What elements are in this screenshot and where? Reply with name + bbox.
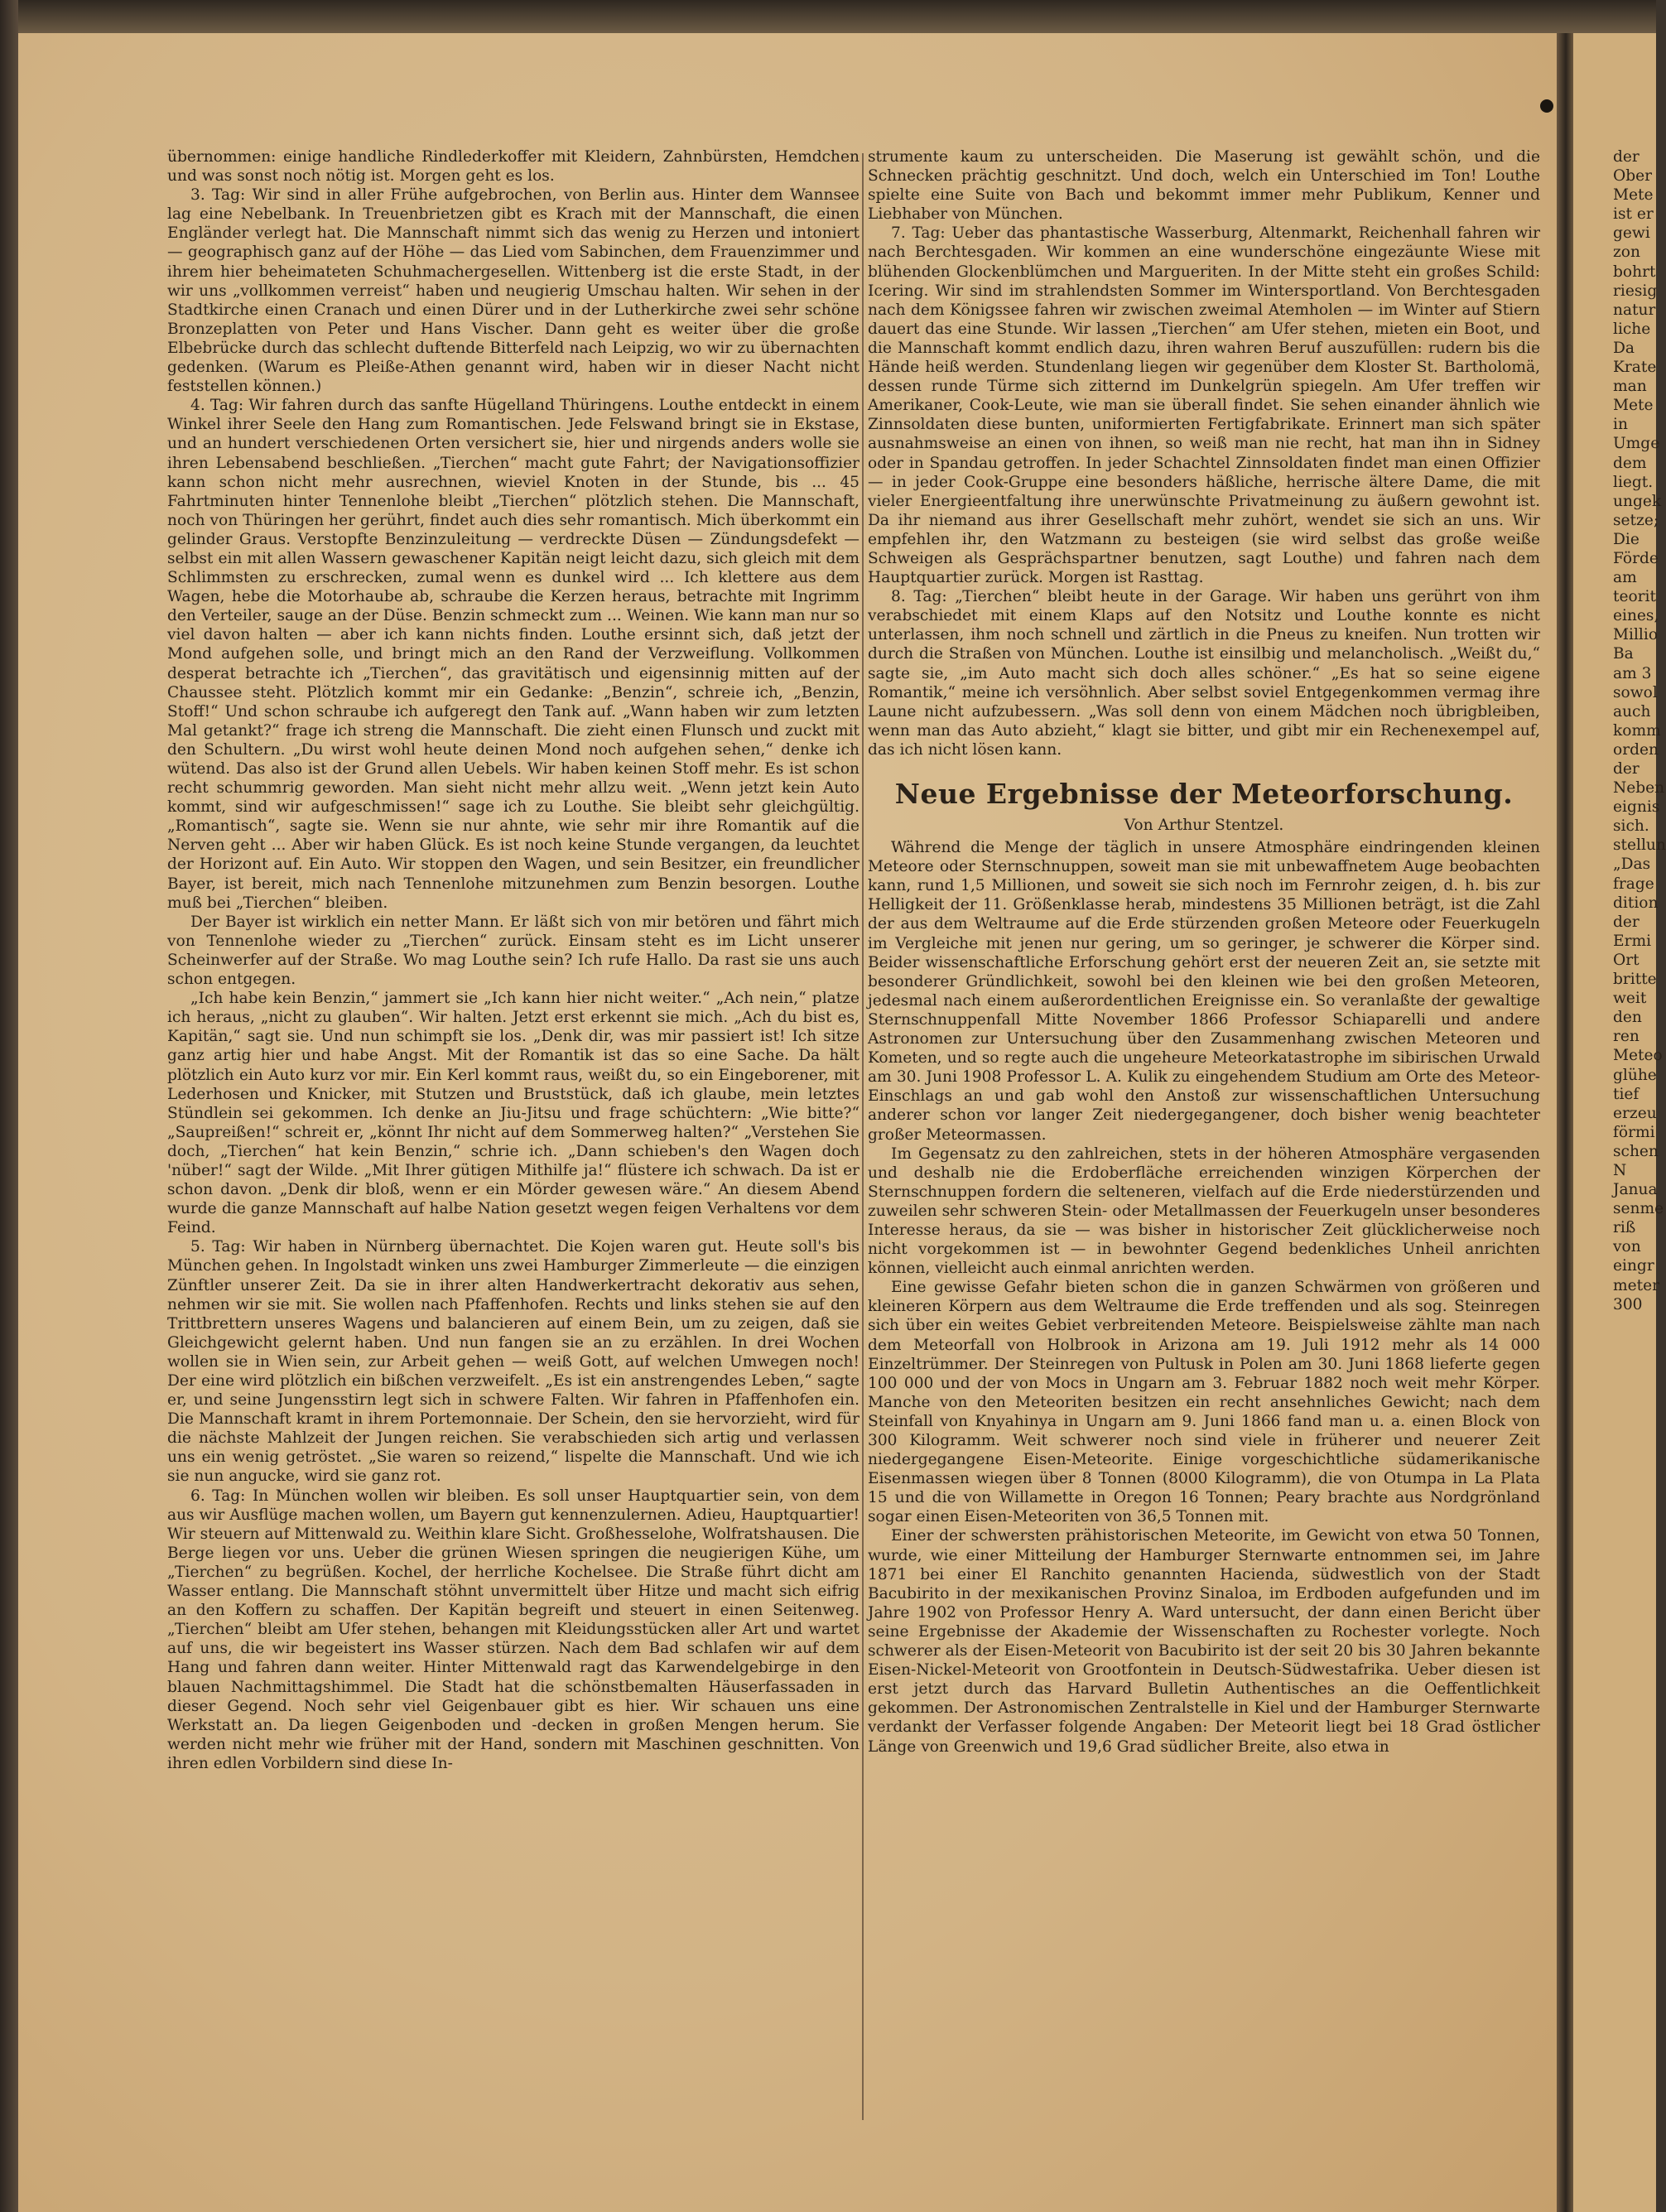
next-page-fragment: auch	[1613, 702, 1651, 720]
next-page-fragment: Da	[1613, 339, 1635, 357]
next-page-fragment: ist er	[1613, 205, 1654, 224]
paragraph: Im Gegensatz zu den zahlreichen, stets in der höheren Atmosphäre vergasenden und deshalb nie die Erdoberfläche erreichenden winzigen Körperchen der Sternschnuppen fordern die selteneren, vielfach auf die Erde niederstürzenden und zuweilen sehr schweren Stein- oder Metallmassen der Feuerkugeln unser besonderes Interesse heraus, da sie — was bisher in historischer Zeit glücklicherweise noch nicht vorgekommen ist — in bewohnter Gegend bedenkliches Unheil anrichten können, vielleicht auch einmal anrichten werden.	[868, 1145, 1540, 1278]
next-page-fragment: britte	[1613, 971, 1657, 989]
next-page-fragment: sowol	[1613, 683, 1658, 701]
next-page-fragment: dition	[1613, 894, 1659, 912]
article-headline: Neue Ergebnisse der Meteorforschung.	[894, 778, 1514, 810]
next-page-fragment: eignis	[1613, 798, 1660, 817]
next-page-fragment: Krate	[1613, 359, 1657, 377]
page-gutter	[1557, 33, 1575, 2212]
next-page-fragment: orden	[1613, 740, 1659, 759]
next-page-fragment: liegt.	[1613, 473, 1654, 491]
next-page-fragment: Meteo	[1613, 1047, 1663, 1065]
gutter-dot	[1540, 99, 1553, 113]
next-page-fragment: Förde	[1613, 549, 1659, 567]
next-page-fragment: meter	[1613, 1276, 1659, 1294]
next-page-fragment: man	[1613, 378, 1647, 396]
next-page-fragment: Ba	[1613, 645, 1634, 663]
next-page-fragment: zon	[1613, 243, 1640, 262]
paragraph: 3. Tag: Wir sind in aller Frühe aufgebrochen, von Berlin aus. Hinter dem Wannsee lag eine Nebelbank. In Treuenbrietzen gibt es Krach mit der Mannschaft, die einen Engländer verlegt hat. Die Mannschaft nimmt sich das wenig zu Herzen und intoniert — geographisch ganz auf der Höhe — das Lied vom Sabinchen, dem Frauenzimmer und ihrem hier beheimateten Schuhmachergesellen. Wittenberg ist die erste Stadt, in der wir uns „vollkommen verreist“ haben und neugierig Umschau halten. Wir sehen in der Stadtkirche einen Cranach und einen Dürer und in der Lutherkirche zwei sehr schöne Bronzeplatten von Peter und Hans Vischer. Dann geht es weiter über die große Elbebrücke durch das schlecht duftende Bitterfeld nach Leipzig, wo wir zu übernachten gedenken. (Warum es Pleiße-Athen genannt wird, haben wir in dieser Nacht nicht feststellen können.)	[167, 186, 859, 396]
next-page-fragment: frage	[1613, 875, 1654, 893]
paragraph: übernommen: einige handliche Rindlederkoffer mit Kleidern, Zahnbürsten, Hemdchen und was sonst noch nötig ist. Morgen geht es los.	[167, 148, 859, 186]
next-page-fragment: der	[1613, 913, 1640, 931]
next-page-fragment: Janua	[1613, 1181, 1658, 1199]
paragraph: Eine gewisse Gefahr bieten schon die in ganzen Schwärmen von größeren und kleineren Körpern aus dem Weltraume die Erde treffenden und als sog. Steinregen sich über ein weites Gebiet verbreitenden Meteore. Beispielsweise zählte man nach dem Meteorfall von Holbrook in Arizona am 19. Juli 1912 mehr als 14 000 Einzeltrümmer. Der Steinregen von Pultusk in Polen am 30. Juni 1868 lieferte gegen 100 000 und der von Mocs in Ungarn am 3. Februar 1882 noch weit mehr Körper. Manche von den Meteoriten besitzen ein recht ansehnliches Gewicht; nach dem Steinfall von Knyahinya in Ungarn am 9. Juni 1866 fand man u. a. einen Block von 300 Kilogramm. Weit schwerer noch sind viele in früherer und neuerer Zeit niedergegangene Eisen-Meteorite. Einige vorgeschichtliche südamerikanische Eisenmassen wiegen über 8 Tonnen (8000 Kilogramm), die von Otumpa in La Plata 15 und die von Willamette in Oregon 16 Tonnen; Peary brachte aus Nordgrönland sogar einen Eisen-Meteoriten von 36,5 Tonnen mit.	[868, 1279, 1540, 1526]
next-page-fragment: teorit	[1613, 588, 1656, 606]
left-column	[167, 147, 859, 1773]
next-page-fragment: Die	[1613, 530, 1640, 548]
next-page-fragment: „Das	[1613, 855, 1651, 874]
paragraph: 8. Tag: „Tierchen“ bleibt heute in der Garage. Wir haben uns gerührt von ihm verabschiedet mit einem Klaps auf den Notsitz und Louthe konnte es nicht unterlassen, ihm noch schnell und zärtlich in die Pneus zu kneifen. Nun trotten wir durch die Straßen von München. Louthe ist einsilbig und melancholisch. „Weißt du,“ sagte sie, „im Auto macht sich doch alles schöner.“ „Es hat so seine eigene Romantik,“ meine ich versöhnlich. Aber selbst soviel Entgegenkommen vermag ihre Laune nicht aufzubessern. „Was soll denn von einem Mädchen noch übrigbleiben, wenn man das Auto abzieht,“ klagt sie bitter, und gibt mir ein Rechenexempel auf, das ich nicht lösen kann.	[868, 588, 1540, 759]
next-page-fragment: gewi	[1613, 224, 1650, 243]
next-page-fragment: riesig	[1613, 282, 1658, 300]
next-page-fragment: N	[1613, 1161, 1627, 1179]
next-page-fragment: Ober	[1613, 167, 1653, 186]
next-page-fragment: ren	[1613, 1028, 1640, 1046]
next-page-text-fragments	[1613, 147, 1666, 1314]
next-page-fragment: am	[1613, 569, 1637, 587]
paragraph: 4. Tag: Wir fahren durch das sanfte Hügelland Thüringens. Louthe entdeckt in einem Winkel ihrer Seele den Hang zum Romantischen. Jede Felswand bringt sie in Ekstase, und an hundert verschiedenen Orten versichert sie, hier und nirgends anders wolle sie ihren Lebensabend beschließen. „Tierchen“ macht gute Fahrt; der Navigationsoffizier kann schon nicht mehr ausrechnen, wieviel Knoten in der Stunde, bis ... 45 Fahrtminuten hinter Tennenlohe bleibt „Tierchen“ plötzlich stehen. Die Mannschaft, noch von Thüringen her gerührt, findet auch dies sehr romantisch. Mich überkommt ein gelinder Graus. Verstopfte Benzinzuleitung — verdreckte Düsen — Zündungsdefekt — selbst ein mit allen Wassern gewaschener Kapitän neigt leicht dazu, sich gleich mit dem Schlimmsten zu erschrecken, zumal wenn es dunkel wird ... Ich klettere aus dem Wagen, hebe die Motorhaube ab, schraube die Kerzen heraus, betrachte mit Ingrimm den Verteiler, sauge an der Düse. Benzin schmeckt zum ... Weinen. Wie kann man nur so viel davon halten — aber ich kann nichts finden. Louthe ersinnt sich, daß jetzt der Mond aufgehen solle, und bringt mich an den Rand der Verzweiflung. Vollkommen desperat betrachte ich „Tierchen“, das gravitätisch und eigensinnig mitten auf der Chaussee steht. Plötzlich kommt mir ein Gedanke: „Benzin“, schreie ich, „Benzin, Stoff!“ Und schon schraube ich aufgeregt den Tank auf. „Wann haben wir zum letzten Mal getankt?“ frage ich streng die Mannschaft. Die zieht einen Flunsch und zuckt mit den Schultern. „Du wirst wohl heute deinen Mond noch aufgehen sehen,“ denke ich wütend. Das also ist der Grund allen Uebels. Wir haben keinen Stoff mehr. Es ist schon recht schummrig geworden. Man sieht nicht mehr allzu weit. „Wenn jetzt kein Auto kommt, sind wir aufgeschmissen!“ sage ich zu Louthe. Sie bleibt sehr gleichgültig. „Romantisch“, sagte sie. Wenn sie nur ahnte, wie sehr mir ihre Romantik auf die Nerven geht ... Aber wir haben Glück. Es ist noch keine Stunde vergangen, da leuchtet der Horizont auf. Ein Auto. Wir stoppen den Wagen, und sein Besitzer, ein freundlicher Bayer, ist bereit, mich nach Tennenlohe mitzunehmen zum Benzin besorgen. Louthe muß bei „Tierchen“ bleiben.	[167, 397, 859, 912]
next-page-fragment: Mete	[1613, 186, 1654, 205]
next-page-fragment: Millio	[1613, 626, 1659, 644]
next-page-fragment: dem	[1613, 454, 1647, 472]
next-page-fragment: Neben	[1613, 779, 1665, 798]
paragraph: Der Bayer ist wirklich ein netter Mann. Er läßt sich von mir betören und fährt mich von Tennenlohe wieder zu „Tierchen“ zurück. Einsam steht es im Licht unserer Scheinwerfer auf der Straße. Wo mag Louthe sein? Ich rufe Hallo. Da rast sie uns auch schon entgegen.	[167, 913, 859, 989]
next-page-fragment: Ort	[1613, 951, 1640, 969]
book-spine	[0, 0, 18, 2212]
next-page-fragment: natur	[1613, 301, 1656, 319]
next-page-fragment: schen	[1613, 1142, 1659, 1160]
right-column	[868, 147, 1540, 1757]
next-page-fragment: weit	[1613, 990, 1647, 1008]
next-page-fragment: stellun	[1613, 836, 1666, 855]
next-page-fragment: der	[1613, 760, 1640, 778]
next-page-fragment: von	[1613, 1238, 1641, 1256]
next-page-fragment: eingr	[1613, 1257, 1654, 1275]
next-page-fragment: den	[1613, 1009, 1642, 1027]
next-page-fragment: liche	[1613, 320, 1651, 338]
next-page-fragment: förmi	[1613, 1123, 1655, 1141]
next-page-fragment: riß	[1613, 1219, 1636, 1237]
next-page-fragment: am 3	[1613, 664, 1652, 682]
next-page-fragment: bohrt	[1613, 263, 1656, 281]
paragraph: Einer der schwersten prähistorischen Meteorite, im Gewicht von etwa 50 Tonnen, wurde, wie einer Mitteilung der Hamburger Sternwarte entnommen sei, im Jahre 1871 bei einer El Ranchito genannten Hacienda, südwestlich von der Stadt Bacubirito in der mexikanischen Provinz Sinaloa, im Erdboden aufgefunden und im Jahre 1902 von Professor Henry A. Ward untersucht, der dann einen Bericht über seine Ergebnisse der Akademie der Wissenschaften zu Rochester vorlegte. Noch schwerer als der Eisen-Meteorit von Bacubirito ist der seit 20 bis 30 Jahren bekannte Eisen-Nickel-Meteorit von Grootfontein in Deutsch-Südwestafrika. Ueber diesen ist erst jetzt durch das Harvard Bulletin Authentisches an die Oeffentlichkeit gekommen. Der Astronomischen Zentralstelle in Kiel und der Hamburger Sternwarte verdankt der Verfasser folgende Angaben: Der Meteorit liegt bei 18 Grad östlicher Länge von Greenwich und 19,6 Grad südlicher Breite, also etwa in	[868, 1527, 1540, 1756]
next-page-fragment: Ermi	[1613, 932, 1652, 950]
next-page-fragment: tief	[1613, 1085, 1640, 1103]
paragraph: 5. Tag: Wir haben in Nürnberg übernachtet. Die Kojen waren gut. Heute soll's bis München gehen. In Ingolstadt winken uns zwei Hamburger Zimmerleute — die einzigen Zünftler unserer Zeit. Da sie in ihrer alten Handwerkertracht dekorativ aus sehen, nehmen wir sie mit. Sie wollen nach Pfaffenhofen. Rechts und links stehen sie auf den Trittbrettern unseres Wagens und balancieren auf einem Bein, um zu zeigen, daß sie Gleichgewicht gelernt haben. Und nun fangen sie an zu erzählen. In drei Wochen wollen sie in Wien sein, zur Arbeit gehen — weiß Gott, auf welchen Umwegen noch! Der eine wird plötzlich ein bißchen verzweifelt. „Es ist ein anstrengendes Leben,“ sagte er, und seine Jungensstirn legt sich in schwere Falten. Wir fahren in Pfaffenhofen ein. Die Mannschaft kramt in ihrem Portemonnaie. Der Schein, den sie hervorzieht, wird für die nächste Mahlzeit der Jungen reichen. Sie verabschieden sich artig und verlassen uns ein wenig getröstet. „Sie waren so reizend,“ lispelte die Mannschaft. Und wie ich sie nun angucke, wird sie ganz rot.	[167, 1238, 859, 1486]
column-rule	[862, 153, 864, 2120]
next-page-fragment: setze;	[1613, 511, 1659, 529]
next-page-fragment: glühe	[1613, 1066, 1657, 1084]
next-page-fragment: erzeu	[1613, 1104, 1657, 1122]
paragraph: 6. Tag: In München wollen wir bleiben. Es soll unser Hauptquartier sein, von dem aus wir Ausflüge machen wollen, um Bayern gut kennenzulernen. Adieu, Hauptquartier! Wir steuern auf Mittenwald zu. Weithin klare Sicht. Großhesselohe, Wolfratshausen. Die Berge liegen vor uns. Ueber die grünen Wiesen springen die neugierigen Kühe, um „Tierchen“ zu begrüßen. Kochel, der herrliche Kochelsee. Die Straße führt dicht am Wasser entlang. Die Mannschaft stöhnt unvermittelt über Hitze und macht sich eifrig an den Koffern zu schaffen. Der Kapitän begreift und steuert in einen Seitenweg. „Tierchen“ bleibt am Ufer stehen, behangen mit Kleidungsstücken aller Art und wartet auf uns, die wir begeistert ins Wasser stürzen. Nach dem Bad schlafen wir auf dem Hang und fahren dann weiter. Hinter Mittenwald ragt das Karwendelgebirge in den blauen Nachmittagshimmel. Die Stadt hat die schönstbemalten Häuserfassaden in dieser Gegend. Noch sehr viel Geigenbauer gibt es hier. Wir schauen uns eine Werkstatt an. Da liegen Geigenboden und -decken in großen Mengen herum. Sie werden nicht mehr wie früher mit der Hand, sondern mit Maschinen geschnitten. Von ihren edlen Vorbildern sind diese In-	[167, 1487, 859, 1772]
paragraph: „Ich habe kein Benzin,“ jammert sie „Ich kann hier nicht weiter.“ „Ach nein,“ platze ich heraus, „nicht zu glauben“. Wir halten. Jetzt erst erkennt sie mich. „Ach du bist es, Kapitän,“ sagt sie. Und nun schimpft sie los. „Denk dir, was mir passiert ist! Ich sitze ganz artig hier und habe Angst. Mit der Romantik ist das so eine Sache. Da hält plötzlich ein Auto kurz vor mir. Ein Kerl kommt raus, weißt du, so ein Eingeborener, mit Lederhosen und Knicker, mit Stutzen und Bruststück, daß ich glaube, mein letztes Stündlein sei gekommen. Ich denke an Jiu-Jitsu und frage schüchtern: „Wie bitte?“ „Saupreißen!“ schreit er, „könnt Ihr nicht auf dem Sommerweg halten?“ „Verstehen Sie doch, „Tierchen“ hat kein Benzin,“ schrie ich. „Dann schieben's den Wagen doch 'nüber!“ sagt der Wilde. „Mit Ihrer gütigen Mithilfe ja!“ flüstere ich schwach. Da ist er schon davon. „Denk dir bloß, wenn er ein Mörder gewesen wäre.“ An diesem Abend wurde die ganze Mannschaft auf halbe Nation gesetzt wegen feigen Verhaltens vor dem Feind.	[167, 990, 859, 1237]
next-page-fragment: Umge	[1613, 435, 1660, 453]
paragraph: 7. Tag: Ueber das phantastische Wasserburg, Altenmarkt, Reichenhall fahren wir nach Berchtesgaden. Wir kommen an eine wunderschöne eingezäunte Wiese mit blühenden Glockenblümchen und Margueriten. In der Mitte steht ein großes Schild: Icering. Wir sind im strahlendsten Sommer im Wintersportland. Von Berchtesgaden nach dem Königssee fahren wir zwischen zweimal Atemholen — im Winter auf Stiern dauert das eine Stunde. Wir lassen „Tierchen“ am Ufer stehen, mieten ein Boot, und die Mannschaft kommt endlich dazu, ihren wahren Beruf auszufüllen: rudern bis die Hände heiß werden. Stundenlang liegen wir gegenüber dem Kloster St. Bartholomä, dessen runde Türme sich zitternd im Dunkelgrün spiegeln. Am Ufer treffen wir Amerikaner, Cook-Leute, wie man sie überall findet. Sie sehen einander ähnlich wie Zinnsoldaten diese bunten, uniformierten Fertigfabrikate. Erinnert man sich später ausnahmsweise an einen von ihnen, so weiß man nie recht, hat man ihn in Sidney oder in Spandau getroffen. In jeder Schachtel Zinnsoldaten findet man einen Offizier — in jeder Cook-Gruppe eine besonders häßliche, herrische ältere Dame, die mit vieler Energieentfaltung ihre unerwünschte Privatmeinung zu äußern gewohnt ist. Da ihr niemand aus ihrer Gesellschaft mehr zuhört, wendet sie sich an uns. Wir empfehlen ihr, den Watzmann zu besteigen (sie wird selbst das große weiße Schweigen als Gesprächspartner benutzen, sagt Louthe) und fahren nach dem Hauptquartier zurück. Morgen ist Rasttag.	[868, 224, 1540, 587]
next-page-fragment: ungek	[1613, 492, 1662, 510]
next-page-fragment: senme	[1613, 1200, 1664, 1218]
next-page-fragment: Mete	[1613, 397, 1654, 415]
next-page-fragment: eines,	[1613, 607, 1659, 625]
article-byline: Von Arthur Stentzel.	[1124, 817, 1284, 834]
paragraph: strumente kaum zu unterscheiden. Die Maserung ist gewählt schön, und die Schnecken prächtig geschnitzt. Und doch, welch ein Unterschied im Ton! Louthe spielte eine Suite von Bach und bekommt immer mehr Publikum, Kenner und Liebhaber von München.	[868, 148, 1540, 224]
next-page-fragment: 300	[1613, 1295, 1643, 1313]
next-page-fragment: sich.	[1613, 817, 1649, 836]
next-page-fragment: in	[1613, 416, 1628, 434]
next-page-fragment: komm	[1613, 721, 1661, 740]
next-page-fragment: der	[1613, 148, 1640, 166]
paragraph: Während die Menge der täglich in unsere Atmosphäre eindringenden kleinen Meteore oder Sternschnuppen, soweit man sie mit unbewaffnetem Auge beobachten kann, rund 1,5 Millionen, und soweit sie sich noch im Fernrohr zeigen, d. h. bis zur Helligkeit der 11. Größenklasse herab, mindestens 35 Millionen beträgt, ist die Zahl der aus dem Weltraume auf die Erde stürzenden großen Meteore oder Feuerkugeln im Vergleiche mit jenen nur gering, um so geringer, je schwerer die Körper sind. Beider wissenschaftliche Erforschung gehört erst der neueren Zeit an, sie setzte mit besonderer Gründlichkeit, sowohl bei den kleinen wie bei den großen Meteoren, jedesmal nach einem außerordentlichen Ereignisse ein. So veranlaßte der gewaltige Sternschnuppenfall Mitte November 1866 Professor Schiaparelli und andere Astronomen zur Untersuchung über den Zusammenhang zwischen Meteoren und Kometen, und so regte auch die ungeheure Meteorkatastrophe im sibirischen Urwald am 30. Juni 1908 Professor L. A. Kulik zu eingehendem Studium am Orte des Meteor-Einschlags an und gab wohl den Anstoß zur wissenschaftlichen Untersuchung anderer schon vor langer Zeit niedergegangener, doch bisher wenig beachteter großer Meteormassen.	[868, 839, 1540, 1144]
